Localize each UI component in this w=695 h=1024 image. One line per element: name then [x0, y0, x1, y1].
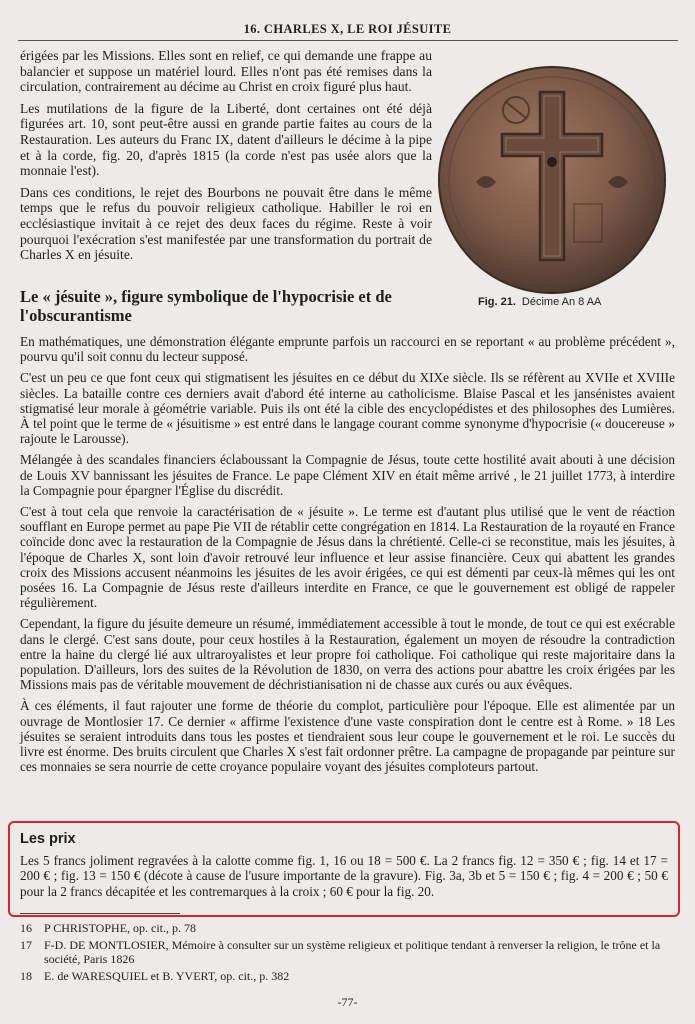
intro-paragraph-3: Dans ces conditions, le rejet des Bourbons ne pouvait être dans le même temps que le refus du pouvoir religieux catholique. Habiller le roi en ecclésiastique invitait à ce rejet des deux faces du régime. Reste à voir pourquoi l'exécration s'est manifestée par une transformation du portrait de Charles X en jésuite. — [20, 184, 432, 263]
body-paragraph-1: En mathématiques, une démonstration élégante emprunte parfois un raccourci en se reportant « au problème précédent », pourvu qu'il soit connu du lecteur supposé. — [20, 334, 675, 365]
footnote-text: P CHRISTOPHE, op. cit., p. 78 — [44, 921, 197, 935]
footnotes — [20, 921, 675, 986]
body-paragraph-3: Mélangée à des scandales financiers éclaboussant la Compagnie de Jésus, toute cette hostilité avait abouti à une décision de Louis XV bannissant les jésuites de France. Le pape Clément XIV en était même arrivé , le 21 juillet 1773, à interdire la Compagnie pour épargner l'Église du discrédit. — [20, 452, 675, 498]
body-paragraph-4: C'est à tout cela que renvoie la caractérisation de « jésuite ». Le terme est d'autant plus utilisé que le vent de réaction soufflant en Europe permet au pape Pie VII de rétablir cette congrégation en 1814. La Restauration de la royauté en France coïncide donc avec la restauration de la Compagnie de Jésus dans la chrétienté. Celle-ci se reconstitue, mais les jésuites, à l'époque de Charles X, sont loin d'avoir retrouvé leur influence et leur assise financière. Ceux qui abattent les grandes croix des Missions accusent néanmoins les jésuites de les avoir érigées, ce qui est démenti par ceux-là mêmes qui les ont posées 16. La Compagnie de Jésus reste d'ailleurs interdite en France, ce que le gouvernement est obligé de rappeler régulièrement. — [20, 504, 675, 611]
footnote-text: F-D. DE MONTLOSIER, Mémoire à consulter sur un système religieux et politique tendant à renverser la religion, le trône et la société, Paris 1826 — [44, 938, 661, 966]
page-header: 16. CHARLES X, LE ROI JÉSUITE — [243, 22, 452, 36]
intro-paragraph-2: Les mutilations de la figure de la Liberté, dont certaines ont été déjà figurées art. 10, sont peut-être aussi en grande partie faites au cours de la Restauration. Les auteurs du Franc IX, datent d'ailleurs le décime à la pipe et à la corde, fig. 20, d'après 1815 (la corde n'est pas usée alors que la monnaie l'est). — [20, 100, 432, 179]
figure-text: Décime An 8 AA — [521, 296, 602, 308]
page-number: -77- — [337, 995, 358, 1009]
prices-text: Les 5 francs joliment regravées à la calotte comme fig. 1, 16 ou 18 = 500 €. La 2 francs fig. 12 = 350 € ; fig. 14 et 17 = 200 € ; fig. 13 = 150 € (décote à cause de l'usure importante de la gravure). Fig. 3a, 3b et 5 = 150 € ; fig. 4 = 200 € ; 50 € pour la 2 francs décapitée et les contremarques à la croix ; 60 € pour la fig. 20. — [20, 853, 668, 899]
section-body — [20, 334, 675, 780]
figure-label: Fig. 21. — [478, 296, 516, 308]
body-paragraph-5: Cependant, la figure du jésuite demeure un résumé, immédiatement accessible à tout le monde, de tout ce qui est exécrable dans le clergé. C'est sans doute, pour ceux hostiles à la Restauration, également un moyen de résoudre la contradiction entre la haine du clergé lié aux ultraroyalistes et leur propre foi catholique. Foi catholique qui reste majoritaire dans la population. D'ailleurs, lors des suites de la Révolution de 1830, on verra des actions pour abattre les croix érigées par les Missions mais pas de véritable mouvement de déchristianisation ni de chasse aux curés ou aux évêques. — [20, 616, 675, 693]
footnote-18 — [20, 969, 675, 983]
footnote-number: 16 — [20, 921, 32, 935]
prices-title: Les prix — [20, 831, 76, 847]
coin-figure — [436, 64, 668, 296]
intro-column — [20, 48, 432, 269]
footnote-number: 18 — [20, 969, 32, 983]
footnote-16 — [20, 921, 675, 935]
section-title: Le « jésuite », figure symbolique de l'hypocrisie et de l'obscurantisme — [20, 287, 392, 325]
coin-with-cross-icon — [436, 64, 668, 296]
footnote-17 — [20, 938, 675, 966]
intro-paragraph-1: érigées par les Missions. Elles sont en relief, ce qui demande une frappe au balancier et suppose un matériel lourd. Elles n'ont pas été remises dans la circulation, contrairement au décime au Christ en croix figuré plus haut. — [20, 48, 432, 95]
figure-caption — [478, 296, 601, 308]
footnote-rule — [20, 913, 180, 914]
header-rule — [18, 40, 678, 41]
footnote-text: E. de WARESQUIEL et B. YVERT, op. cit., p. 382 — [44, 969, 290, 983]
body-paragraph-2: C'est un peu ce que font ceux qui stigmatisent les jésuites en ce début du XIXe siècle. Ils se réfèrent au XVIIe et XVIIIe siècles. La bataille contre ces derniers avait d'abord été interne au catholicisme. Blaise Pascal et les jansénistes avaient stigmatisé leur morale à géométrie variable. Puis ils ont été la cible des encyclopédistes et des philosophes des Lumières. À tel point que le terme de « jésuitisme » est entré dans le langage courant comme synonyme d'hypocrisie (« doucereuse » rajoute le Larousse). — [20, 370, 675, 447]
body-paragraph-6: À ces éléments, il faut rajouter une forme de théorie du complot, particulière pour l'époque. Elle est alimentée par un ouvrage de Montlosier 17. Ce dernier « affirme l'existence d'une vaste conspiration dont le centre est à Rome. » 18 Les jésuites se seraient introduits dans tous les postes et tiendraient sous leur coupe le gouvernement et le roi. Le succès du livre est énorme. Des bruits circulent que Charles X s'est fait ordonner prêtre. La campagne de propagande par peinture sur ces monnaies se sera nourrie de cette croyance populaire voyant des jésuites comploteurs partout. — [20, 698, 675, 775]
footnote-number: 17 — [20, 938, 32, 952]
prices-box — [8, 821, 680, 917]
